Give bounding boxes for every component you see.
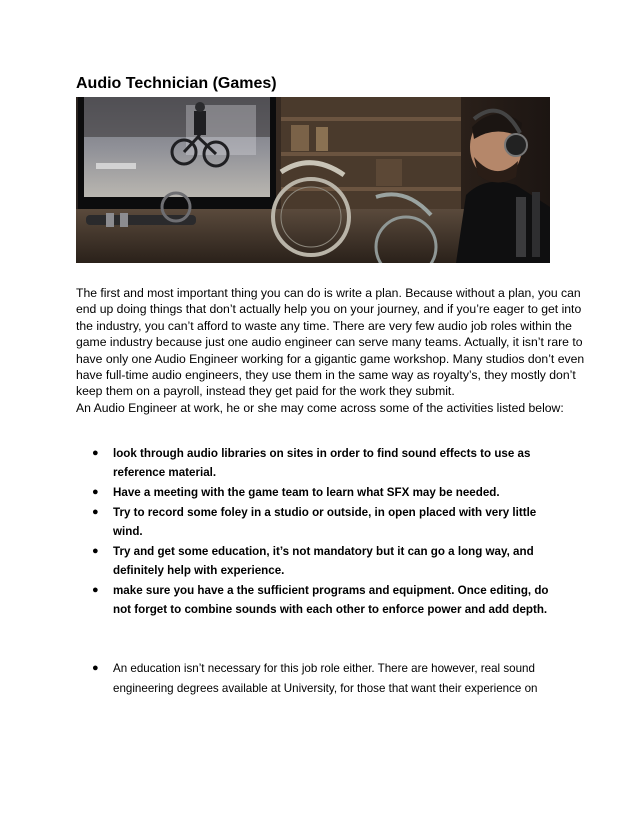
- list-item: [76, 444, 556, 482]
- intro-section: [76, 285, 596, 416]
- bullet-icon: ●: [92, 584, 99, 596]
- bullet-icon: ●: [92, 506, 99, 518]
- list-item: [76, 503, 556, 541]
- bullet-icon: ●: [92, 447, 99, 459]
- intro-paragraph: The first and most important thing you can do is write a plan. Because without a plan, you can end up doing things that don’t actually help you on your journey, and if you’re eager to get into the industry, you can’t afford to waste any time. There are very few audio job roles within the game industry because just one audio engineer can serve many teams. Actually, it isn’t rare to have only one Audio Engineer working for a gigantic game workshop. Many studios don’t even have full-time audio engineers, they use them in the same way as royalty’s, they mostly don’t keep them on a payroll, instead they get paid for the work they submit.: [76, 286, 585, 399]
- education-list: [76, 659, 556, 698]
- bullet-icon: ●: [92, 486, 99, 498]
- list-item: [76, 483, 556, 502]
- list-item: [76, 581, 556, 619]
- list-item: [76, 542, 556, 580]
- list-item: [76, 659, 556, 698]
- list-item-text: make sure you have a the sufficient programs and equipment. Once editing, do not forget to combine sounds with each other to enforce power and add depth.: [113, 584, 549, 616]
- list-item-text: Try and get some education, it’s not mandatory but it can go a long way, and definitely help with experience.: [113, 545, 534, 577]
- audio-engineer-photo: [76, 97, 550, 263]
- list-item-text: Have a meeting with the game team to learn what SFX may be needed.: [113, 486, 500, 499]
- page-title: Audio Technician (Games): [76, 75, 277, 92]
- bullet-icon: ●: [92, 662, 99, 674]
- education-note: An education isn’t necessary for this job role either. There are however, real sound engineering degrees available at University, for those that want their experience on: [113, 662, 538, 695]
- photo-illustration: [76, 97, 550, 263]
- activities-list: [76, 444, 556, 620]
- activities-lead-in: An Audio Engineer at work, he or she may come across some of the activities listed below:: [76, 400, 564, 415]
- bullet-icon: ●: [92, 545, 99, 557]
- list-item-text: look through audio libraries on sites in order to find sound effects to use as reference material.: [113, 447, 531, 479]
- list-item-text: Try to record some foley in a studio or outside, in open placed with very little wind.: [113, 506, 537, 538]
